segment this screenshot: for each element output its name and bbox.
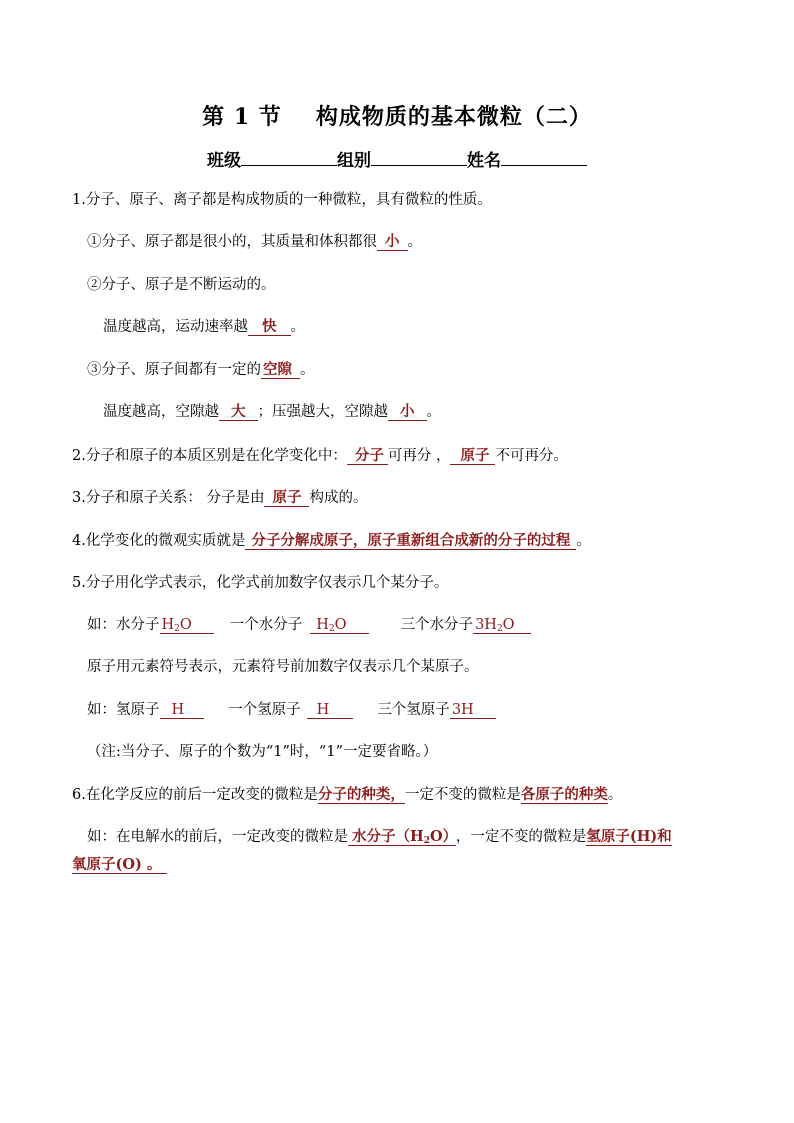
q5-text: 5.分子用化学式表示，化学式前加数字仅表示几个某分子。 [72,575,449,591]
section-title: 构成物质的基本微粒（二） [315,104,592,130]
name-field[interactable] [501,149,587,166]
answer-blank: H [160,702,205,719]
student-info [0,146,794,171]
q5-atom-text: 原子用元素符号表示，元素符号前加数字仅表示几个某原子。 [87,659,479,675]
q1-b2: 温度越高，运动速率越 快 。 [103,318,305,335]
q1-text: 1.分子、原子、离子都是构成物质的一种微粒，具有微粒的性质。 [72,192,492,208]
answer-blank: 分子分解成原子，原子重新组合成新的分子的过程 [245,532,576,550]
answer-blank: 快 [248,318,291,336]
q1-b: ②分子、原子是不断运动的。 [87,277,276,293]
answer-blank: 各原子的种类 [520,786,608,803]
answer-blank: 水分子$(H_2O)$ [348,828,456,846]
answer-blank: 大 [219,403,258,421]
answer-blank: 空隙 [261,361,300,379]
answer-blank: $3H_2O$ [473,617,531,634]
q6-text: 6.在化学反应的前后一定改变的微粒是分子的种类，一定不变的微粒是各原子的种类。 [72,786,623,803]
answer-blank: 原子 [264,489,309,507]
q6-example-cont [72,855,167,875]
class-field[interactable] [241,149,337,166]
answer-blank: $H_2O$ [160,617,214,634]
q5-molecule-examples: 如：水分子 $H_2O$ 一个水分子 $H_2O$ 三个水分子 $3H_2O$ [87,615,531,639]
group-label: 组别 [337,151,371,171]
q1-c: ③分子、原子间都有一定的 空隙 。 [87,361,315,378]
q5-atom-examples: 如：氢原子 H 一个氢原子 H 三个氢原子 3H [87,700,496,720]
class-label: 班级 [207,151,241,171]
q1-c2: 温度越高，空隙越 大 ；压强越大，空隙越 小 。 [103,403,441,420]
group-field[interactable] [371,149,467,166]
answer-blank: 氧原子(O) 。 [72,856,167,874]
q3-text: 3.分子和原子关系： 分子是由 原子 构成的。 [72,489,368,506]
answer-blank: 分子的种类， [317,786,405,803]
answer-blank: 小 [377,233,408,251]
q1-a: ①分子、原子都是很小的，其质量和体积都很 小 。 [87,233,422,250]
answer-blank: $H_2O$ [310,617,368,634]
q6-example: 如：在电解水的前后，一定改变的微粒是 水分子$(H_2O)$ ，一定不变的微粒是氢原子(H)和 [87,828,672,846]
q4-text: 4.化学变化的微观实质就是 分子分解成原子，原子重新组合成新的分子的过程 。 [72,532,591,549]
answer-blank: 分子 [347,447,388,465]
q5-note: （注:当分子、原子的个数为“1”时，“1”一定要省略。） [87,744,438,760]
answer-blank: 3H [450,702,496,719]
section-number: 第 1 节 [202,104,282,130]
name-label: 姓名 [467,151,501,171]
answer-blank: 小 [388,403,427,421]
q2-text: 2.分子和原子的本质区别是在化学变化中： 分子 可再分 ， 原子 不可再分。 [72,447,568,464]
answer-blank: H [307,702,354,719]
answer-blank: 原子 [450,447,495,465]
answer-blank: 氢原子(H)和 [586,828,672,845]
page-title [0,100,794,131]
